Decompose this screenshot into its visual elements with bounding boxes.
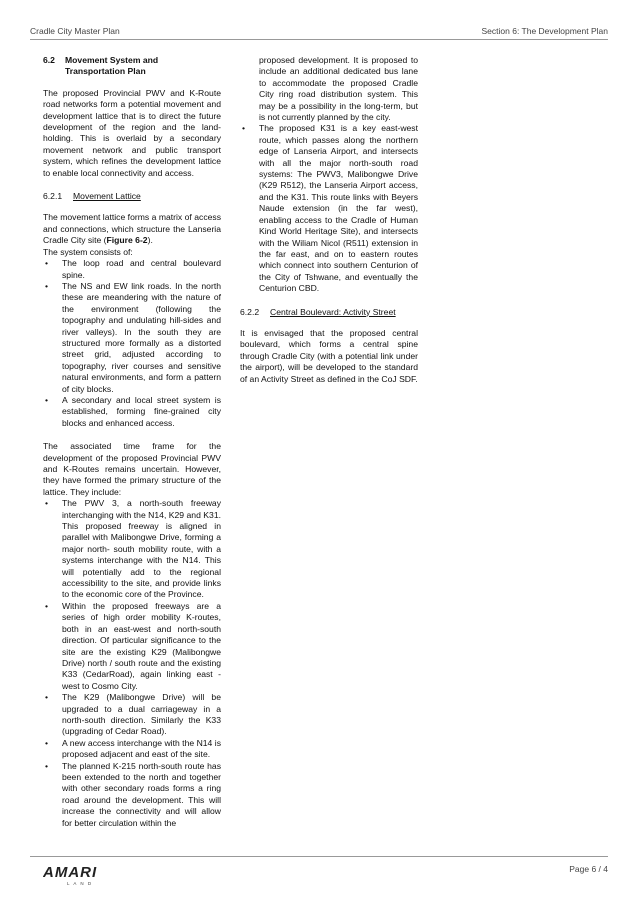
- bullet-icon: •: [45, 280, 49, 291]
- system-consists-line: The system consists of:: [43, 246, 133, 257]
- timeframe-paragraph: The associated time frame for the development of the proposed Provincial PWV and K-Routes remains uncertain. However, they have formed the primary structure of the lattice. They include:: [43, 441, 221, 497]
- lattice-text: The movement lattice forms a matrix of access and connections, which structure the Lanseria Cradle City site (: [43, 212, 221, 246]
- list-item: [43, 281, 221, 395]
- amari-logo: [43, 862, 113, 886]
- subsection-heading-central-boulevard: [240, 307, 418, 318]
- list-item-text: The PWV 3, a north-south freeway interchanging with the N14, K29 and K31. This proposed freeway is aligned in parallel with Malibongwe Drive, forming a major north- south mobility route, with a systems interchange with the N14. This will potentially add to the regional accessibility to the site, and provide links to the economic core of the Province.: [62, 498, 221, 600]
- list-item: [43, 258, 221, 281]
- list-item-text: The planned K-215 north-south route has been extended to the north and together with other secondary roads forms a ring road around the development. This will increase the connectivity and will allow for better circulation within the: [62, 760, 221, 828]
- list-item: [43, 692, 221, 738]
- footer-divider: [30, 856, 608, 857]
- list-item: [43, 601, 221, 692]
- page-header: [30, 26, 608, 40]
- bullet-icon: •: [45, 737, 49, 748]
- list-item: [43, 395, 221, 429]
- left-column: [43, 55, 221, 841]
- section-title: Section 6: The Development Plan: [481, 26, 608, 36]
- subsection-title: Central Boulevard: Activity Street: [270, 306, 396, 317]
- list-item: [43, 761, 221, 829]
- lattice-paragraph: [43, 212, 221, 246]
- logo-wordmark: AMARI: [43, 864, 98, 881]
- right-column: [240, 55, 418, 397]
- page-number: Page 6 / 4: [569, 864, 608, 874]
- amari-logo-icon: [43, 862, 113, 886]
- list-item: [240, 123, 418, 294]
- section-heading: [43, 55, 221, 78]
- list-item-text: The NS and EW link roads. In the north these are meandering with the nature of the environment (following the topography and undulating hill-sides and river valleys). In the south they are structured more formally as a distorted street grid, adjusted according to topography, river courses and sensitive natural environments, and form a pattern of city blocks.: [62, 280, 221, 394]
- bullet-icon: •: [45, 394, 49, 405]
- list-item-text: The K29 (Malibongwe Drive) will be upgraded to a dual carriageway in a north-south direction. Similarly the K33 (upgrading of Cedar Road).: [62, 692, 221, 737]
- list-item-text: Within the proposed freeways are a series of high order mobility K-routes, both in an east-west and north-south direction. Of particular significance to the site are the existing K29 (Malibongwe Drive) north / south route and the existing K33 (CedarRoad), again linking east - west to Cosmo City.: [62, 600, 221, 691]
- route-bullet-list: [43, 498, 221, 829]
- subsection-heading-movement-lattice: [43, 191, 221, 202]
- bullet-icon: •: [45, 498, 49, 509]
- subsection-title: Movement Lattice: [73, 191, 141, 202]
- k31-bullet-list: [240, 123, 418, 294]
- document-title: Cradle City Master Plan: [30, 26, 120, 36]
- list-item-text: A secondary and local street system is established, forming fine-grained city blocks and enhanced access.: [62, 394, 221, 428]
- boulevard-paragraph: It is envisaged that the proposed central boulevard, which forms a central spine through Cradle City (with a potential link under the airport), will be developed to the standard of an Activity Street as defined in the CoJ SDF.: [240, 327, 418, 384]
- bullet-icon: •: [45, 600, 49, 611]
- bullet-icon: •: [45, 760, 49, 771]
- subsection-number: 6.2.1: [43, 191, 63, 202]
- figure-reference: Figure 6-2: [106, 235, 148, 246]
- list-item-text: The loop road and central boulevard spine.: [62, 258, 221, 280]
- list-item-text: A new access interchange with the N14 is proposed adjacent and east of the site.: [62, 737, 221, 760]
- list-item: [43, 498, 221, 601]
- lattice-bullet-list: [43, 258, 221, 429]
- logo-subtext: L A N D: [67, 881, 93, 886]
- intro-paragraph: The proposed Provincial PWV and K-Route road networks form a potential movement and development lattice that is to direct the future development of the region and the land-holding. This is overlaid by a secondary movement network and public transport system, which refines the development lattice to enable local connectivity and access.: [43, 87, 221, 178]
- continued-bullet-text: proposed development. It is proposed to include an additional dedicated bus lane to accommodate the proposed Cradle City ring road distribution system. This may be a possibility in the long-term, but is not currently planned by the city.: [259, 55, 418, 123]
- section-heading-text: Movement System and Transportation Plan: [65, 55, 159, 77]
- lattice-text-end: ).: [147, 235, 153, 246]
- bullet-icon: •: [45, 692, 49, 703]
- subsection-number: 6.2.2: [240, 306, 260, 317]
- list-item: [43, 738, 221, 761]
- header-divider: [30, 39, 608, 40]
- bullet-icon: •: [45, 258, 49, 269]
- section-number: 6.2: [43, 55, 55, 65]
- bullet-icon: •: [242, 123, 246, 134]
- list-item-text: The proposed K31 is a key east-west route, which passes along the northern edge of Lanseria Airport, and intersects with all the major north-south road systems: The PWV3, Malibongwe Drive (K29 R512), the Lanseria Airport access, and the K31. This route links with Beyers Naude extension (in the far west), enabling access to the Cradle of Human Kind World Heritage Site), and intersects with the Wiliam Nicol (R511) extension in the far east, and on to eastern routes which connect into southern Centurion of the City of Tshwane, and eventually the Centurion CBD.: [259, 123, 418, 294]
